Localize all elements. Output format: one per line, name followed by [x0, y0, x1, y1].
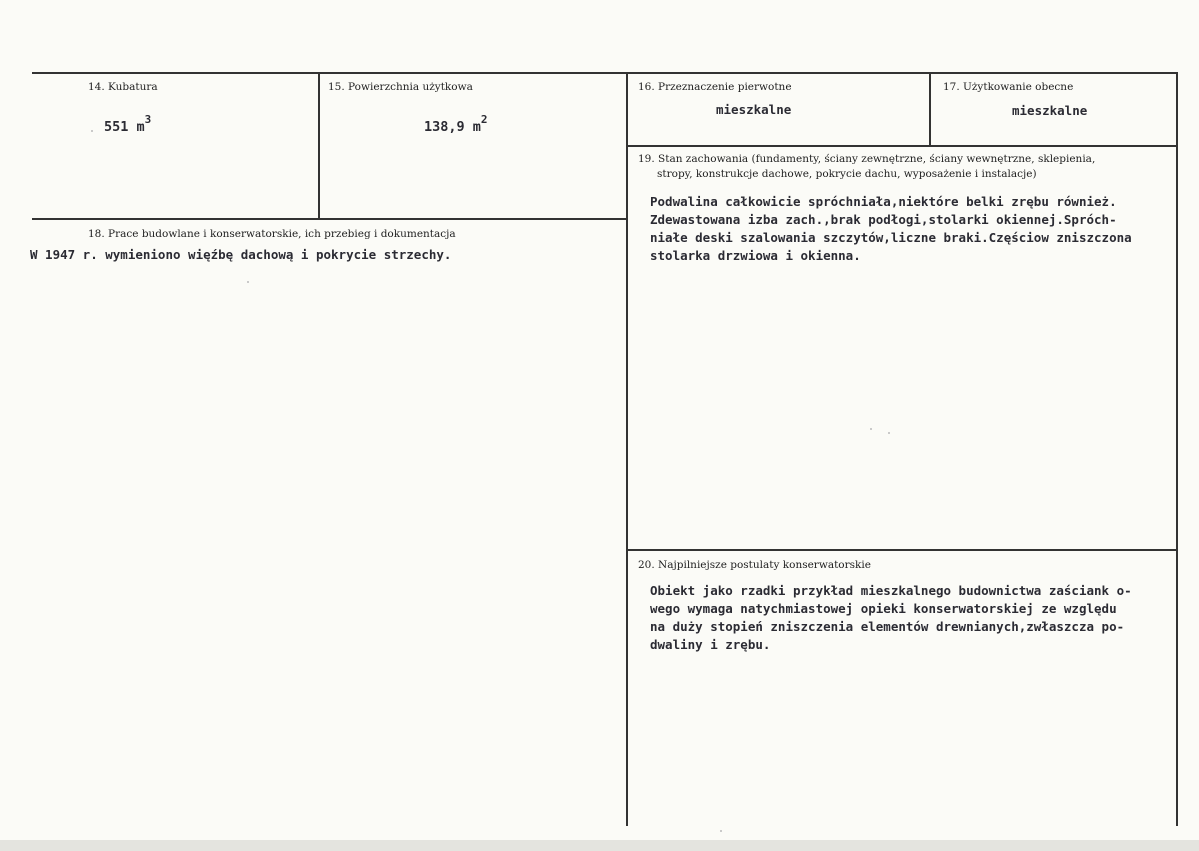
field-19-line-3: niałe deski szalowania szczytów,liczne braki.Częściow zniszczona	[650, 230, 1132, 245]
rule-under-16-17	[626, 145, 1178, 147]
scan-edge	[0, 840, 1199, 851]
rule-under-14-15	[32, 218, 626, 220]
right-border	[1176, 72, 1178, 826]
paper-speck	[870, 428, 872, 430]
field-14-label: 14. Kubatura	[88, 81, 158, 93]
divider-16-17	[929, 72, 931, 146]
paper-speck	[247, 281, 249, 283]
divider-14-15	[318, 72, 320, 220]
field-18-label: 18. Prace budowlane i konserwatorskie, ich przebieg i dokumentacja	[88, 228, 456, 240]
field-14-value	[104, 113, 152, 137]
field-14-number: 551 m	[104, 119, 145, 135]
field-20-line-4: dwaliny i zrębu.	[650, 637, 771, 652]
paper-speck	[91, 130, 93, 132]
rule-above-20	[626, 549, 1178, 551]
field-17-label: 17. Użytkowanie obecne	[943, 81, 1074, 93]
field-17-value: mieszkalne	[1012, 103, 1088, 118]
field-14-exponent: 3	[144, 113, 152, 126]
field-15-value	[424, 113, 488, 137]
paper-speck	[888, 432, 890, 434]
field-16-label: 16. Przeznaczenie pierwotne	[638, 81, 792, 93]
paper-speck	[720, 830, 722, 832]
field-15-number: 138,9 m	[424, 119, 481, 135]
field-16-value: mieszkalne	[716, 102, 792, 117]
field-19-line-4: stolarka drzwiowa i okienna.	[650, 248, 861, 263]
field-20-line-1: Obiekt jako rzadki przykład mieszkalnego budownictwa zaściank o-	[650, 583, 1132, 598]
field-15-exponent: 2	[480, 113, 488, 126]
field-18-line-1: W 1947 r. wymieniono więźbę dachową i pokrycie strzechy.	[30, 247, 452, 262]
center-divider	[626, 72, 628, 826]
top-rule	[32, 72, 1178, 74]
field-19-label-line-1: 19. Stan zachowania (fundamenty, ściany zewnętrzne, ściany wewnętrzne, sklepienia,	[638, 153, 1096, 165]
field-20-line-2: wego wymaga natychmiastowej opieki konserwatorskiej ze względu	[650, 601, 1117, 616]
field-15-label: 15. Powierzchnia użytkowa	[328, 81, 473, 93]
field-20-label: 20. Najpilniejsze postulaty konserwatorskie	[638, 559, 871, 571]
field-19-line-2: Zdewastowana izba zach.,brak podłogi,stolarki okiennej.Spróch-	[650, 212, 1117, 227]
field-19-line-1: Podwalina całkowicie spróchniała,niektóre belki zrębu również.	[650, 194, 1117, 209]
field-19-label-line-2: stropy, konstrukcje dachowe, pokrycie dachu, wyposażenie i instalacje)	[657, 168, 1037, 180]
field-20-line-3: na duży stopień zniszczenia elementów drewnianych,zwłaszcza po-	[650, 619, 1125, 634]
